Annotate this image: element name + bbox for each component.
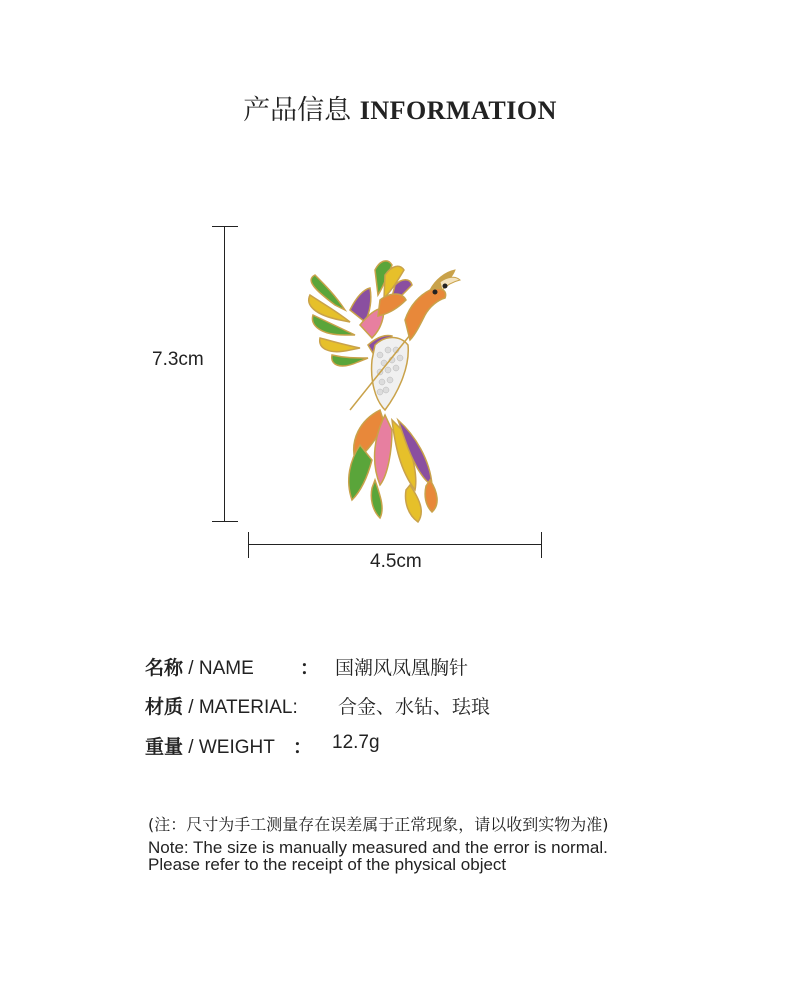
dimension-line-vertical: [224, 226, 225, 522]
phoenix-brooch-image: [280, 250, 480, 530]
spec-row-name: [145, 653, 469, 681]
spec-colon: ：: [293, 736, 313, 758]
heading-cn: 产品信息: [243, 95, 352, 126]
spec-value: 合金、水钻、珐琅: [338, 696, 491, 718]
spec-label-cn: 材质: [145, 696, 184, 718]
width-label: 4.5cm: [370, 551, 422, 572]
page-heading: [0, 88, 800, 127]
height-dimension-marker: [212, 226, 238, 522]
spec-label-en: / NAME: [183, 658, 254, 679]
spec-label-en: / MATERIAL:: [183, 697, 298, 718]
dimension-line-horizontal: [248, 544, 542, 545]
spec-value: 国潮风凤凰胸针: [335, 657, 469, 679]
spec-value: 12.7g: [332, 732, 380, 753]
note-en-line1: Note: The size is manually measured and the error is normal.: [148, 838, 608, 857]
spec-row-material: [145, 692, 491, 720]
dimension-cap-top: [212, 226, 238, 227]
dimension-cap-right: [541, 532, 542, 558]
spec-colon: ：: [300, 657, 320, 679]
note-en-line2: Please refer to the receipt of the physical object: [148, 855, 507, 874]
dimension-cap-bottom: [212, 521, 238, 522]
heading-en: INFORMATION: [359, 96, 557, 125]
measurement-notes: [148, 812, 609, 873]
height-label: 7.3cm: [152, 349, 204, 370]
spec-label-en: / WEIGHT: [183, 737, 275, 758]
spec-label-cn: 名称: [145, 657, 184, 679]
note-cn: (注：尺寸为手工测量存在误差属于正常现象，请以收到实物为准): [148, 815, 609, 834]
spec-label-cn: 重量: [145, 736, 184, 758]
spec-row-weight: [145, 732, 380, 760]
dimension-cap-left: [248, 532, 249, 558]
